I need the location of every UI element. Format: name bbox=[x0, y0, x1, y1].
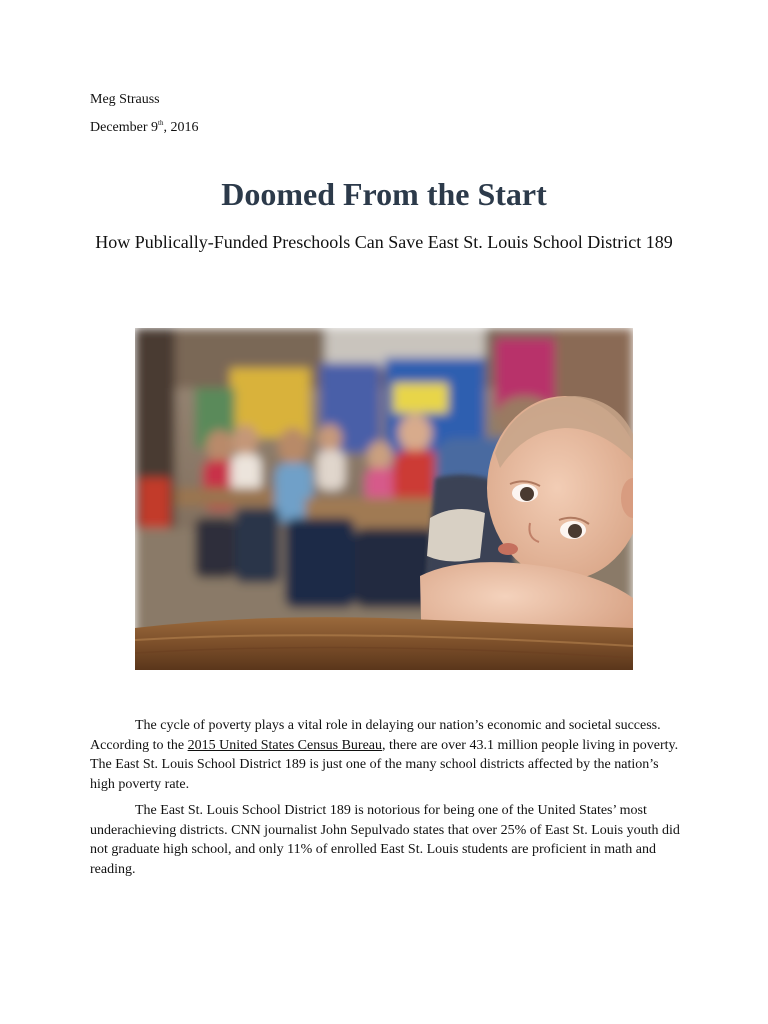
paragraph-1-text-end: , there are over 43.1 million people living in poverty. The East St. Louis School District 189 is just one of the many school districts affected by the nation’s high poverty rate. bbox=[90, 737, 679, 792]
paragraph-1-text-start: The cycle of poverty plays a vital role in delaying our nation’s economic and societal success. According to the bbox=[90, 718, 661, 753]
census-bureau-link[interactable]: 2015 United States Census Bureau bbox=[187, 737, 383, 753]
article-body bbox=[90, 716, 680, 886]
date-ordinal-suffix: th bbox=[158, 119, 164, 127]
date-year: , 2016 bbox=[163, 120, 199, 135]
author-name: Meg Strauss bbox=[90, 92, 160, 107]
classroom-photo bbox=[135, 328, 633, 670]
document-subtitle: How Publically-Funded Preschools Can Save East St. Louis School District 189 bbox=[95, 232, 673, 252]
wooden-desk bbox=[135, 617, 633, 670]
document-title: Doomed From the Start bbox=[221, 176, 547, 212]
paragraph-1 bbox=[90, 716, 680, 794]
date-day: December 9 bbox=[90, 120, 159, 135]
document-date bbox=[90, 120, 198, 136]
paragraph-2: The East St. Louis School District 189 is notorious for being one of the United States’ most underachieving districts. CNN journalist John Sepulvado states that over 25% of East St. Louis youth did not graduate high school, and only 11% of enrolled East St. Louis students are proficient in math and reading. bbox=[90, 803, 680, 877]
